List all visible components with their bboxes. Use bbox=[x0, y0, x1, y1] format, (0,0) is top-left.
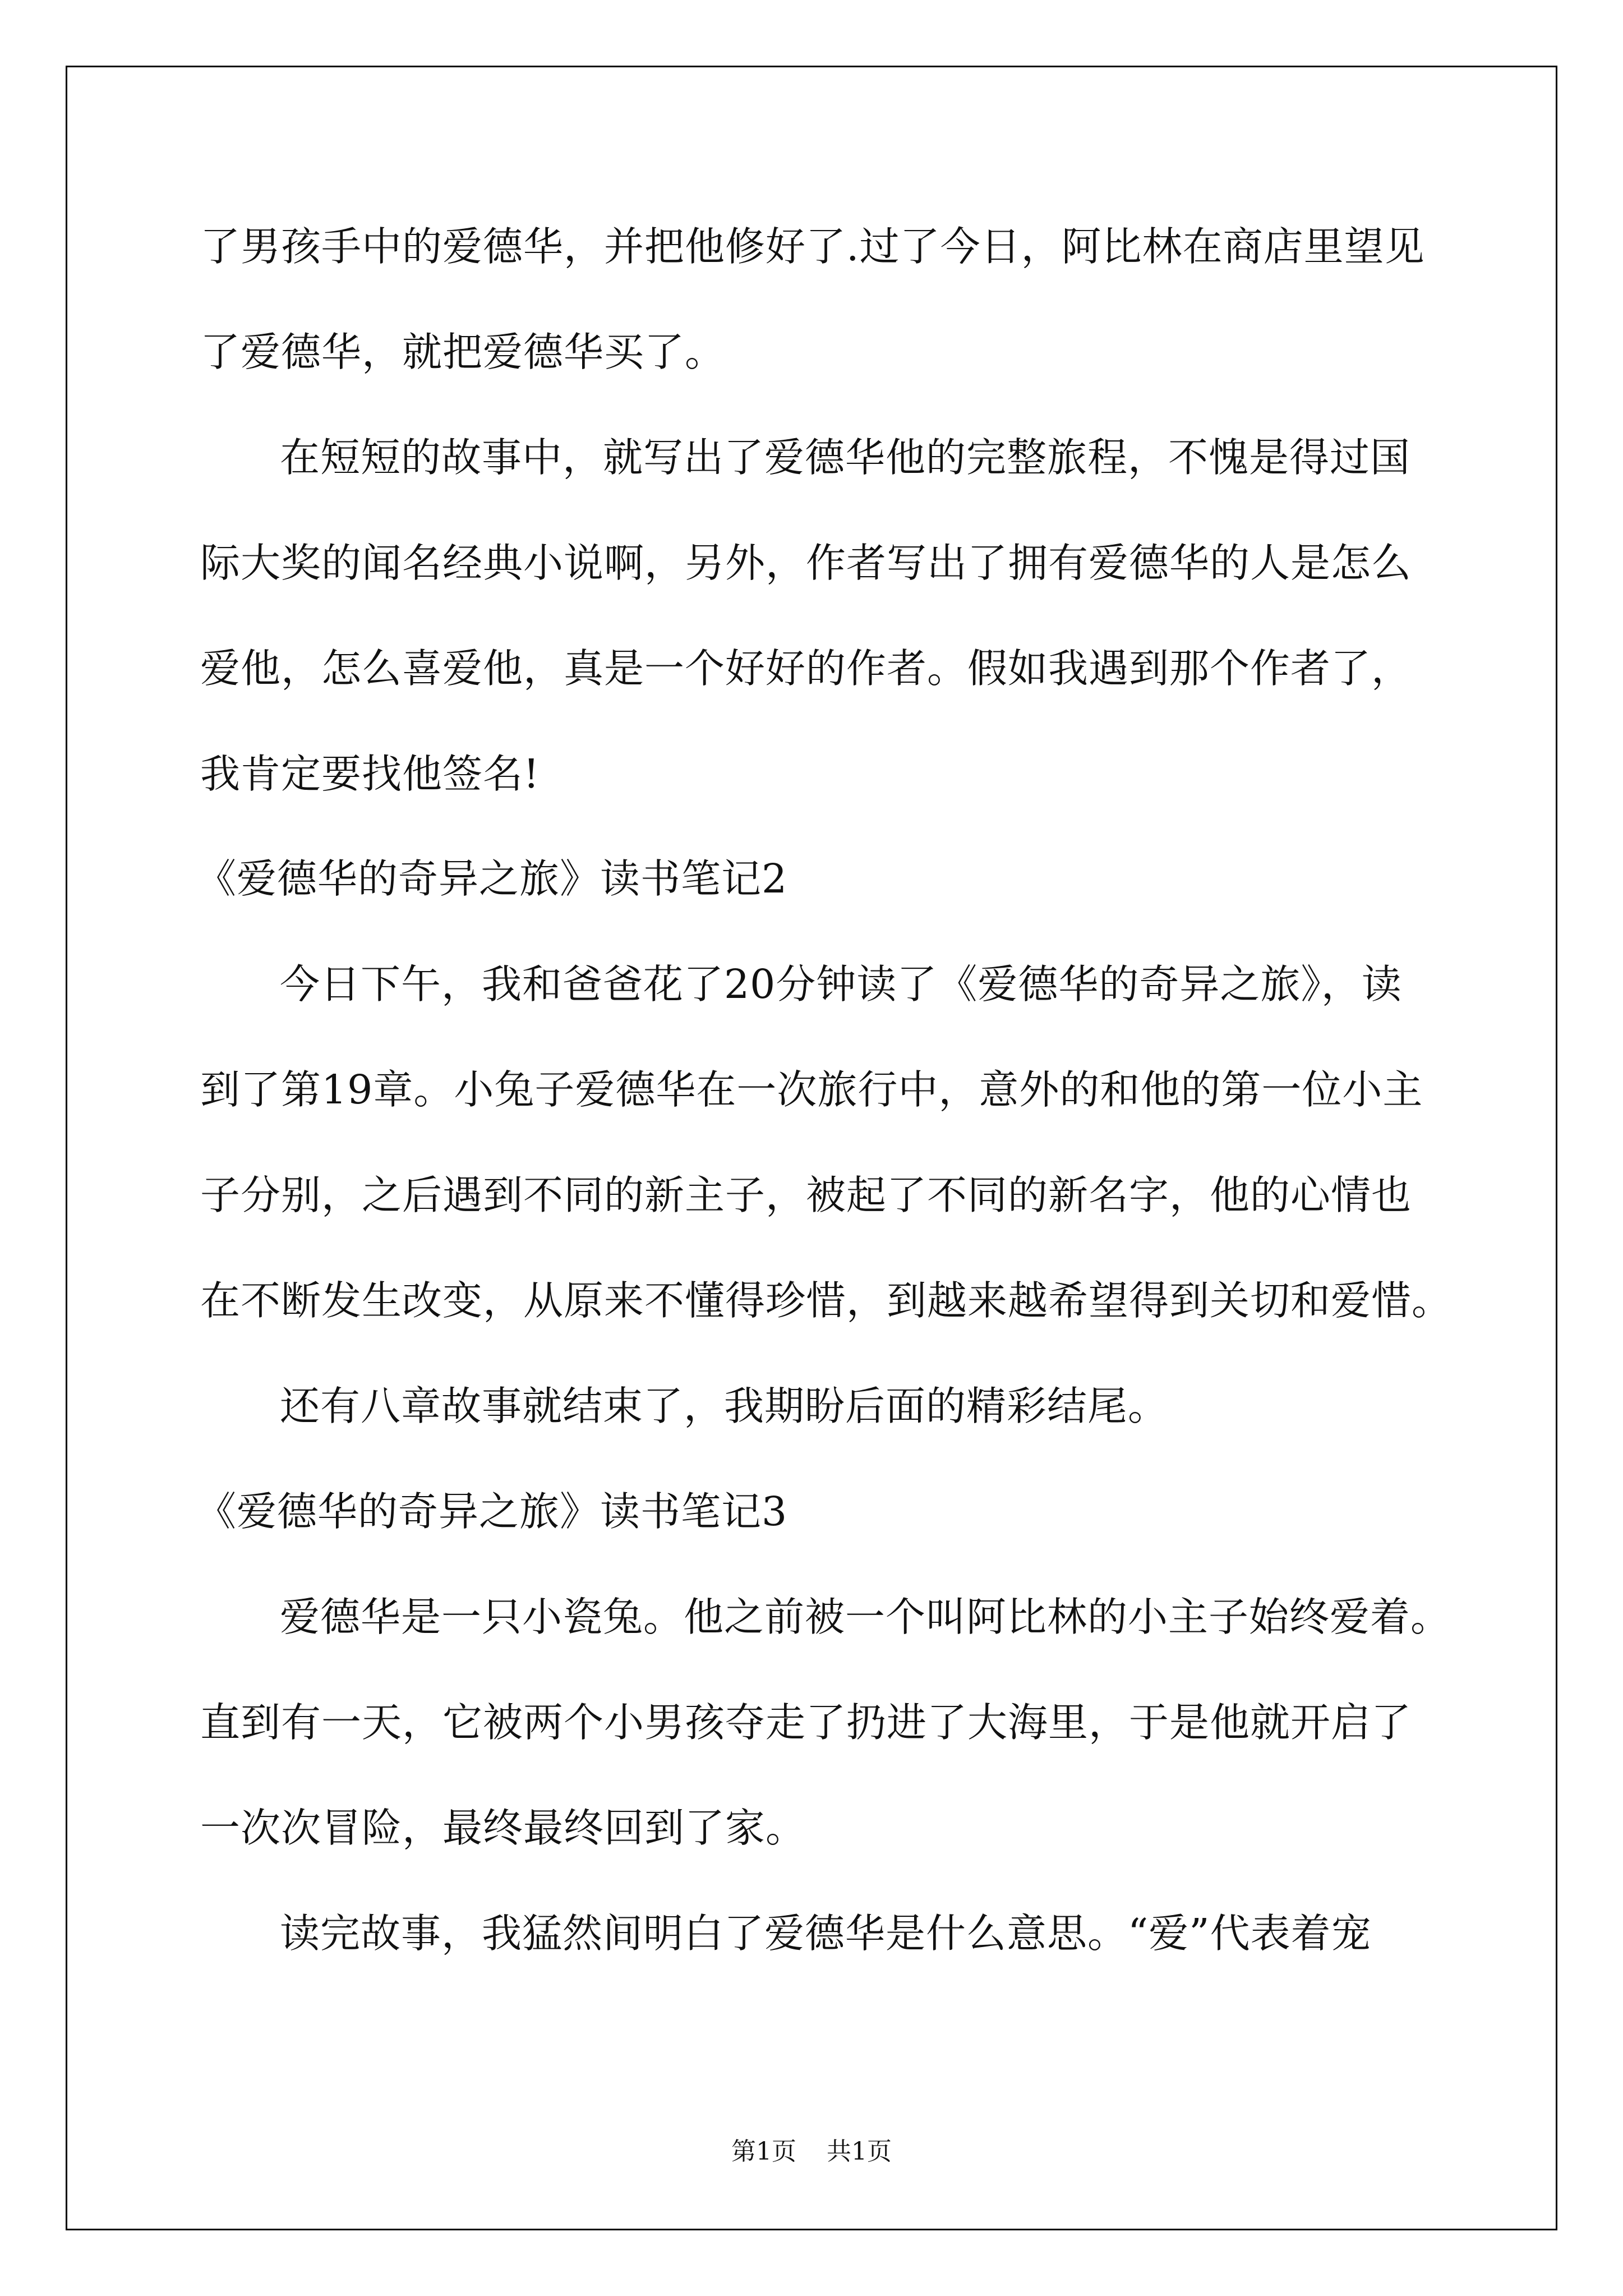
text-line: 我肯定要找他签名! bbox=[200, 751, 540, 797]
section-heading: 《爱德华的奇异之旅》读书笔记2 bbox=[196, 855, 788, 902]
page-total: 共1页 bbox=[827, 2137, 892, 2166]
text-line: 直到有一天，它被两个小男孩夺走了扔进了大海里，于是他就开启了 bbox=[200, 1699, 1412, 1746]
page-number: 第1页 bbox=[731, 2137, 796, 2166]
paragraph-start: 今日下午，我和爸爸花了20分钟读了《爱德华的奇异之旅》，读 bbox=[280, 961, 1402, 1007]
paragraph-start: 在短短的故事中，就写出了爱德华他的完整旅程，不愧是得过国 bbox=[280, 434, 1411, 481]
text-line: 到了第19章。小兔子爱德华在一次旅行中，意外的和他的第一位小主 bbox=[200, 1066, 1423, 1113]
page-border bbox=[66, 66, 1557, 2230]
section-heading: 《爱德华的奇异之旅》读书笔记3 bbox=[196, 1488, 788, 1535]
text-line: 爱他，怎么喜爱他，真是一个好好的作者。假如我遇到那个作者了， bbox=[200, 645, 1412, 692]
paragraph-start: 还有八章故事就结束了，我期盼后面的精彩结尾。 bbox=[280, 1383, 1169, 1429]
text-line: 一次次冒险，最终最终回到了家。 bbox=[200, 1805, 806, 1851]
text-line: 了爱德华，就把爱德华买了。 bbox=[200, 329, 726, 375]
paragraph-start: 读完故事，我猛然间明白了爱德华是什么意思。“爱”代表着宠 bbox=[280, 1910, 1372, 1957]
text-line: 了男孩手中的爱德华，并把他修好了.过了今日，阿比林在商店里望见 bbox=[200, 223, 1425, 270]
text-line: 际大奖的闻名经典小说啊，另外，作者写出了拥有爱德华的人是怎么 bbox=[200, 540, 1412, 586]
page-footer bbox=[0, 2136, 1623, 2168]
paragraph-start: 爱德华是一只小瓷兔。他之前被一个叫阿比林的小主子始终爱着。 bbox=[280, 1594, 1451, 1640]
text-line: 子分别，之后遇到不同的新主子，被起了不同的新名字，他的心情也 bbox=[200, 1172, 1412, 1218]
text-line: 在不断发生改变，从原来不懂得珍惜，到越来越希望得到关切和爱惜。 bbox=[200, 1277, 1453, 1324]
